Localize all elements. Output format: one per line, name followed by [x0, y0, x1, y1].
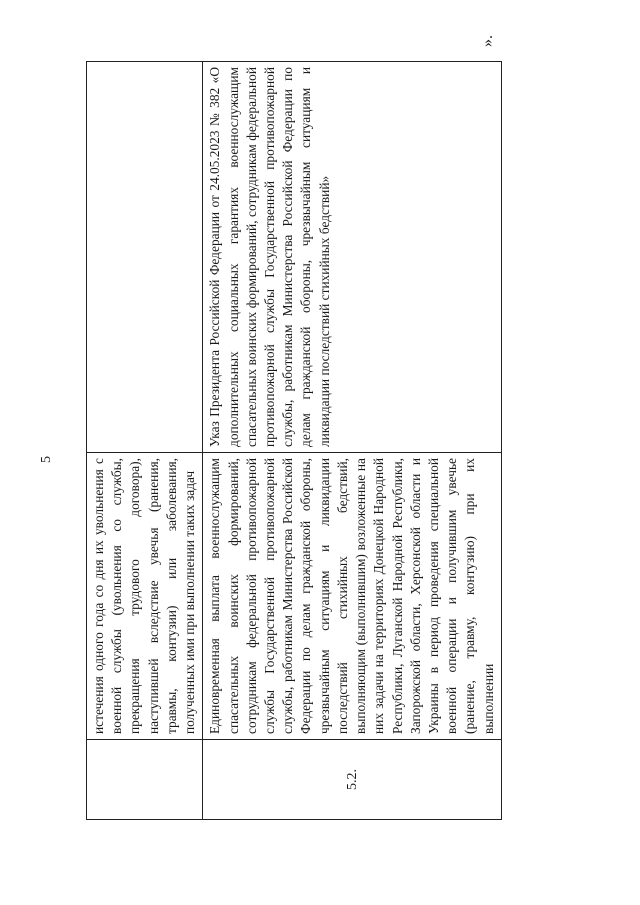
description-cell: [87, 453, 203, 740]
row-number-cell: [203, 740, 502, 820]
table-row: [203, 62, 502, 820]
table-row: [87, 62, 203, 820]
benefits-table: [86, 61, 502, 820]
row-number-cell: [87, 740, 203, 820]
page-number: 5: [39, 456, 54, 463]
description-text: Единовременная выплата военнослужащим спасательных воинских формирований, сотрудникам федеральной противопожарной службы Государственной противопожарной службы, работникам Министерства Российской Федерации по делам гражданской обороны, чрезвычайным ситуациям и ликвидации последствий стихийных бедствий, выполняющим (выполнившим) возложенные на них задачи на территориях Донецкой Народной Республики, Луганской Народной Республики, Запорожской области, Херсонской области и Украины в период проведения специальной военной операции и получившим увечье (ранение, травму, контузию) при их выполнении: [207, 458, 496, 734]
legal-basis-text: Указ Президента Российской Федерации от 24.05.2023 № 382 «О дополнительных социальных гарантиях военнослужащим спасательных воинских формирований, сотрудникам федеральной противопожарной службы Государственной противопожарной службы, работникам Министерства Российской Федерации по делам гражданской обороны, чрезвычайным ситуациям и ликвидации последствий стихийных бедствий»: [207, 67, 332, 447]
legal-basis-cell: [203, 62, 502, 453]
row-number: 5.2.: [344, 769, 360, 790]
description-cell: [203, 453, 502, 740]
closing-quote-mark: ».: [479, 35, 496, 47]
description-text: истечения одного года со дня их увольнения с военной службы (увольнения со службы, прекращения трудового договора), наступившей вследствие увечья (ранения, травмы, контузии) или заболевания, полученных ими при выполнении таких задач: [91, 458, 198, 734]
legal-basis-cell: [87, 62, 203, 453]
